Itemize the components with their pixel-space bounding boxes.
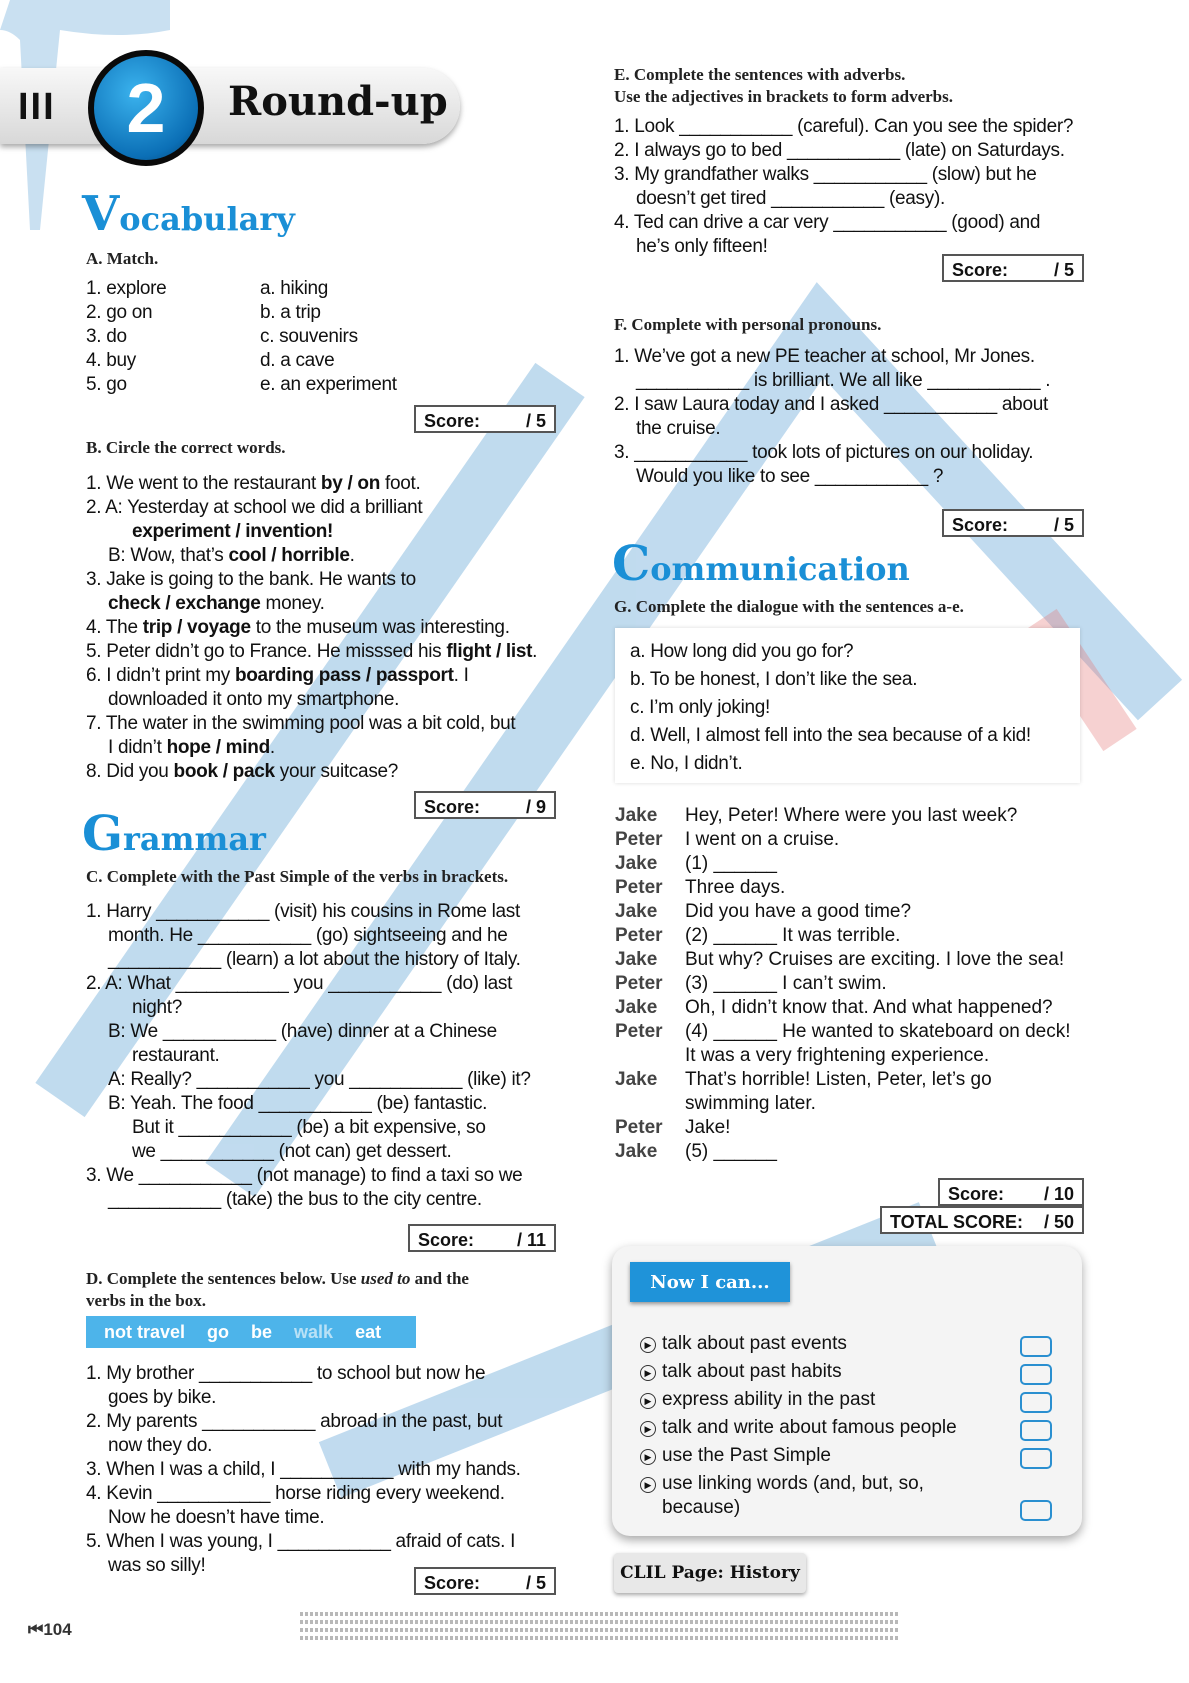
score-box-a[interactable]: Score: / 5 — [414, 405, 556, 433]
dialogue-line — [615, 828, 839, 852]
dialogue-line — [615, 948, 1064, 972]
list-item: b. To be honest, I don’t like the sea. — [630, 669, 918, 690]
text-line: restaurant. — [132, 1045, 220, 1066]
speaker-name: Peter — [615, 829, 663, 850]
speaker-name: Jake — [615, 853, 658, 874]
list-item: c. I’m only joking! — [630, 697, 771, 718]
list-item: 5. go — [86, 374, 127, 395]
dialogue-line — [615, 852, 777, 876]
dialogue-line — [615, 900, 911, 924]
score-box-g[interactable]: Score: / 10 — [938, 1178, 1084, 1206]
text-line: 8. Did you book / pack your suitcase? — [86, 761, 399, 782]
exercise-e-instruction: E. Complete the sentences with adverbs. Use the adjectives in brackets to form adverbs. — [614, 65, 953, 106]
exercise-f-lines — [614, 345, 1094, 489]
text-line: 3. ___________ took lots of pictures on our holiday. — [614, 442, 1034, 463]
dialogue-text: (1) ______ — [685, 853, 777, 874]
text-line: B: Yeah. The food ___________ (be) fantastic. — [108, 1093, 488, 1114]
vocabulary-heading: Vocabulary — [82, 186, 295, 242]
text-line: night? — [132, 997, 182, 1018]
text-line: 4. Kevin ___________ horse riding every weekend. — [86, 1483, 505, 1504]
dialogue-line — [615, 924, 900, 948]
word-box-item: be — [251, 1321, 273, 1342]
speaker-name: Peter — [615, 1117, 663, 1138]
dialogue-text: (2) ______ It was terrible. — [685, 925, 901, 946]
text-line: 1. Look ___________ (careful). Can you see the spider? — [614, 116, 1074, 137]
dialogue-text: Jake! — [685, 1117, 731, 1138]
unit-number-badge — [88, 50, 204, 166]
list-item: c. souvenirs — [260, 326, 358, 347]
text-line: 2. I always go to bed ___________ (late) on Saturdays. — [614, 140, 1065, 161]
exercise-b-lines — [86, 472, 606, 784]
dialogue-line — [615, 1092, 816, 1116]
checkbox[interactable] — [1020, 1420, 1052, 1441]
text-line: But it ___________ (be) a bit expensive, so — [132, 1117, 486, 1138]
text-line: 2. I saw Laura today and I asked ___________ about — [614, 394, 1048, 415]
communication-heading: Communication — [612, 536, 910, 592]
text-line: 2. A: What ___________ you ___________ (do) last — [86, 973, 513, 994]
dialogue-text: Oh, I didn’t know that. And what happened? — [685, 997, 1053, 1018]
text-line: 2. A: Yesterday at school we did a brilliant — [86, 497, 423, 518]
exercise-f-instruction: F. Complete with personal pronouns. — [614, 315, 882, 334]
text-line: Would you like to see ___________ ? — [636, 466, 944, 487]
dialogue-text: swimming later. — [685, 1093, 816, 1114]
match-right-list — [260, 277, 397, 397]
play-arrow-icon: ▶ — [640, 1365, 656, 1381]
text-line: 1. My brother ___________ to school but now he — [86, 1363, 486, 1384]
word-box-item: eat — [355, 1321, 382, 1342]
text-line: 1. We went to the restaurant by / on foot. — [86, 473, 421, 494]
speaker-name: Jake — [615, 901, 658, 922]
score-box-f[interactable]: Score: / 5 — [942, 509, 1084, 537]
dialogue-text: It was a very frightening experience. — [685, 1045, 990, 1066]
score-box-b[interactable]: Score: / 9 — [414, 791, 556, 819]
dialogue-text: (4) ______ He wanted to skateboard on deck! — [685, 1021, 1071, 1042]
can-item: ▶ use the Past Simple — [640, 1444, 831, 1468]
now-i-can-tab: Now I can... — [630, 1262, 790, 1302]
text-line: 3. My grandfather walks ___________ (slow) but he — [614, 164, 1037, 185]
dialogue-text: (3) ______ I can’t swim. — [685, 973, 887, 994]
list-item: a. hiking — [260, 278, 329, 299]
page-number: ⏮104 — [28, 1620, 72, 1639]
text-line: 1. We’ve got a new PE teacher at school, Mr Jones. — [614, 346, 1035, 367]
text-line: 2. My parents ___________ abroad in the past, but — [86, 1411, 503, 1432]
can-item: ▶ talk and write about famous people — [640, 1416, 957, 1440]
speaker-name: Jake — [615, 1069, 658, 1090]
dialogue-text: But why? Cruises are exciting. I love the sea! — [685, 949, 1065, 970]
text-line: 3. When I was a child, I ___________ with my hands. — [86, 1459, 521, 1480]
text-line: B: We ___________ (have) dinner at a Chinese — [108, 1021, 497, 1042]
text-line: the cruise. — [636, 418, 721, 439]
score-box-d[interactable]: Score: / 5 — [414, 1567, 556, 1595]
text-line: we ___________ (not can) get dessert. — [132, 1141, 452, 1162]
exercise-c-lines — [86, 900, 586, 1212]
list-item: e. an experiment — [260, 374, 397, 395]
word-box-item: not travel — [104, 1321, 186, 1342]
dialogue-text: That’s horrible! Listen, Peter, let’s go — [685, 1069, 992, 1090]
word-box-item: go — [207, 1321, 230, 1342]
text-line: 6. I didn’t print my boarding pass / passport. I — [86, 665, 469, 686]
dialogue-text: I went on a cruise. — [685, 829, 840, 850]
speaker-name: Jake — [615, 1141, 658, 1162]
play-arrow-icon: ▶ — [640, 1421, 656, 1437]
score-box-c[interactable]: Score: / 11 — [408, 1224, 556, 1252]
speaker-name: Peter — [615, 1021, 663, 1042]
can-item: ▶ use linking words (and, but, so, because) — [640, 1472, 924, 1520]
can-item: ▶ express ability in the past — [640, 1388, 875, 1412]
checkbox[interactable] — [1020, 1392, 1052, 1413]
speaker-name: Jake — [615, 805, 658, 826]
text-line: 5. When I was young, I ___________ afraid of cats. I — [86, 1531, 516, 1552]
text-line: month. He ___________ (go) sightseeing and he — [108, 925, 508, 946]
list-item: b. a trip — [260, 302, 321, 323]
list-item: 2. go on — [86, 302, 153, 323]
can-item: ▶ talk about past events — [640, 1332, 847, 1356]
checkbox[interactable] — [1020, 1448, 1052, 1469]
exercise-d-instruction: D. Complete the sentences below. Use used to and the verbs in the box. — [86, 1269, 469, 1310]
play-arrow-icon: ▶ — [640, 1477, 656, 1493]
dialogue-text: (5) ______ — [685, 1141, 777, 1162]
rewind-icon: ⏮ — [28, 1620, 44, 1639]
text-line: A: Really? ___________ you ___________ (like) it? — [108, 1069, 531, 1090]
text-line: he’s only fifteen! — [636, 236, 768, 257]
grammar-heading: Grammar — [82, 806, 266, 862]
dialogue-line — [615, 972, 887, 996]
play-arrow-icon: ▶ — [640, 1337, 656, 1353]
list-item: 1. explore — [86, 278, 167, 299]
list-item: d. a cave — [260, 350, 335, 371]
total-score-box[interactable]: TOTAL SCORE: / 50 — [880, 1206, 1084, 1234]
match-left-list — [86, 277, 166, 397]
play-arrow-icon: ▶ — [640, 1393, 656, 1409]
checkbox[interactable] — [1020, 1336, 1052, 1357]
exercise-d-lines — [86, 1362, 586, 1578]
can-item: ▶ talk about past habits — [640, 1360, 842, 1384]
score-box-e[interactable]: Score: / 5 — [942, 254, 1084, 282]
text-line: was so silly! — [108, 1555, 206, 1576]
list-item: e. No, I didn’t. — [630, 753, 743, 774]
unit-roman-numeral: III — [18, 86, 56, 128]
text-line: 5. Peter didn’t go to France. He misssed his flight / list. — [86, 641, 538, 662]
text-line: ___________ (learn) a lot about the history of Italy. — [108, 949, 521, 970]
text-line: 3. Jake is going to the bank. He wants to — [86, 569, 416, 590]
text-line: 3. We ___________ (not manage) to find a taxi so we — [86, 1165, 523, 1186]
dialogue-line — [615, 1068, 992, 1092]
dialogue-line — [615, 1116, 730, 1140]
text-line: I didn’t hope / mind. — [108, 737, 275, 758]
list-item: d. Well, I almost fell into the sea because of a kid! — [630, 725, 1031, 746]
dialogue-text: Did you have a good time? — [685, 901, 912, 922]
text-line: doesn’t get tired ___________ (easy). — [636, 188, 945, 209]
exercise-c-instruction: C. Complete with the Past Simple of the verbs in brackets. — [86, 867, 509, 886]
unit-number: 2 — [126, 69, 166, 147]
list-item: 4. buy — [86, 350, 136, 371]
text-line: B: Wow, that’s cool / horrible. — [108, 545, 355, 566]
text-line: check / exchange money. — [108, 593, 325, 614]
speaker-name: Jake — [615, 997, 658, 1018]
text-line: ___________ is brilliant. We all like ___________ . — [636, 370, 1051, 391]
exercise-g-instruction: G. Complete the dialogue with the sentences a-e. — [614, 597, 964, 616]
speaker-name: Peter — [615, 925, 663, 946]
copyright-notice — [300, 1610, 900, 1644]
dialogue-line — [615, 876, 785, 900]
list-item: 3. do — [86, 326, 127, 347]
dialogue-text: Three days. — [685, 877, 786, 898]
text-line: Now he doesn’t have time. — [108, 1507, 325, 1528]
page-title: Round-up — [228, 78, 448, 125]
text-line: downloaded it onto my smartphone. — [108, 689, 400, 710]
exercise-b-instruction: B. Circle the correct words. — [86, 438, 286, 457]
text-line: 1. Harry ___________ (visit) his cousins in Rome last — [86, 901, 520, 922]
speaker-name: Jake — [615, 949, 658, 970]
text-line: experiment / invention! — [132, 521, 334, 542]
dialogue-line — [615, 1020, 1071, 1044]
exercise-a-instruction: A. Match. — [86, 249, 159, 268]
word-box-item: walk — [294, 1321, 334, 1342]
clil-page-link[interactable]: CLIL Page: History — [614, 1553, 806, 1593]
text-line: now they do. — [108, 1435, 213, 1456]
dialogue-line — [615, 1140, 777, 1164]
speaker-name: Peter — [615, 877, 663, 898]
dialogue-line — [615, 996, 1053, 1020]
dialogue-line — [615, 1044, 989, 1068]
checkbox[interactable] — [1020, 1364, 1052, 1385]
text-line: ___________ (take) the bus to the city centre. — [108, 1189, 482, 1210]
options-list — [630, 638, 1090, 778]
exercise-e-lines — [614, 115, 1094, 259]
dialogue-line — [615, 804, 1017, 828]
play-arrow-icon: ▶ — [640, 1449, 656, 1465]
dialogue-text: Hey, Peter! Where were you last week? — [685, 805, 1018, 826]
checkbox[interactable] — [1020, 1500, 1052, 1521]
list-item: a. How long did you go for? — [630, 641, 854, 662]
text-line: 4. The trip / voyage to the museum was interesting. — [86, 617, 510, 638]
text-line: 4. Ted can drive a car very ___________ (good) and — [614, 212, 1041, 233]
text-line: goes by bike. — [108, 1387, 217, 1408]
text-line: 7. The water in the swimming pool was a bit cold, but — [86, 713, 516, 734]
speaker-name: Peter — [615, 973, 663, 994]
word-box — [86, 1316, 416, 1348]
